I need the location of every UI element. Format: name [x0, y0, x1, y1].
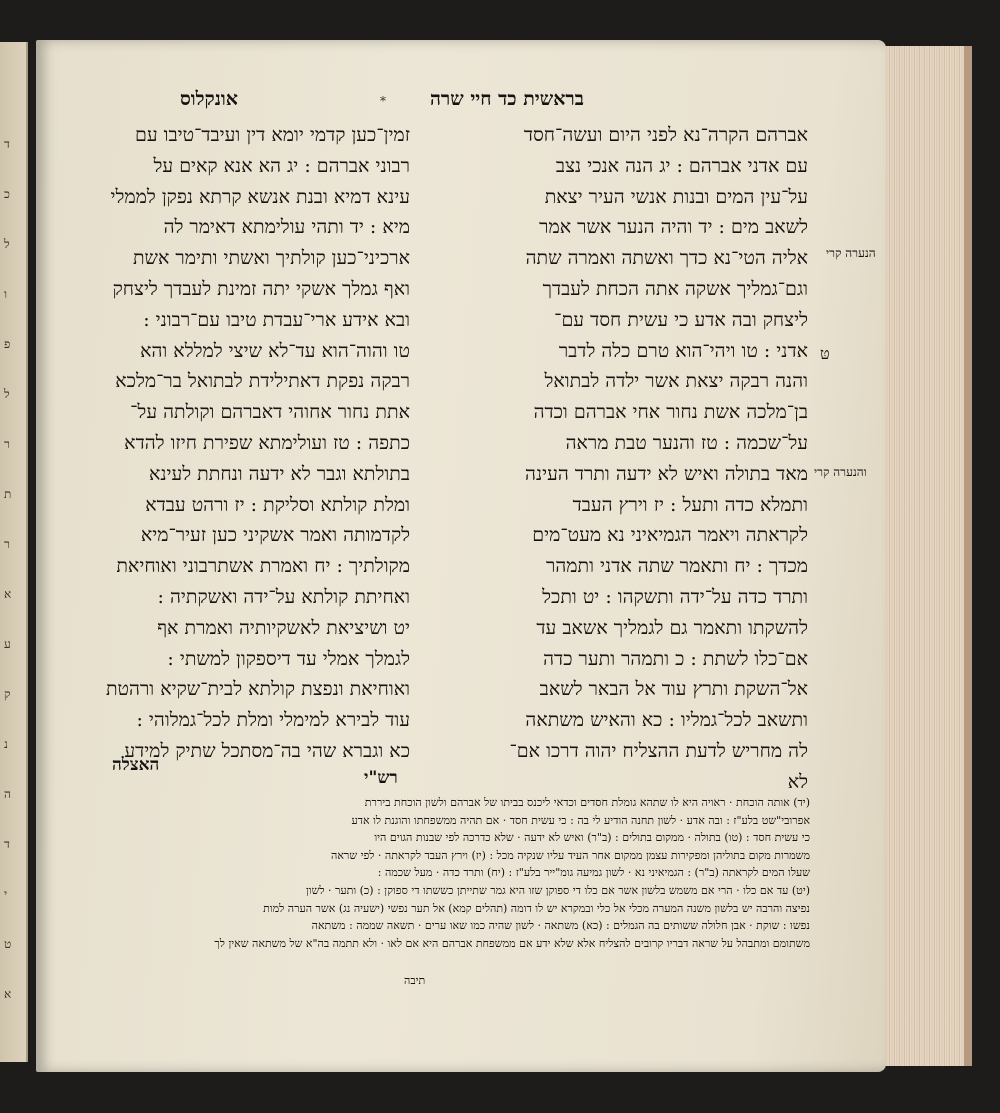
prev-page-letter: ל	[4, 237, 10, 251]
rashi-line: משתומם ומתבהל על שראה דבריו קרובים להצליח אלא שלא ידע אם ממשפחת אברהם היא אם לאו · ולא תתמה בה"א של משתאה שאין לך	[214, 936, 810, 950]
torah-line: ותשאב לכל־גמליו : כא והאיש משתאה	[525, 709, 808, 732]
torah-line: ליצחק ובה אדע כי עשית חסד עם־	[554, 308, 808, 331]
rashi-line: נפיצה והרבה יש בלשון משנה המערה מכלי אל כלי ובמקרא יש לו דומה (תהלים קמא) אל תער נפשי (ישעיה נג) אשר הערה למות	[263, 901, 810, 915]
prev-page-letter: ה	[4, 787, 11, 801]
prev-page-letter: י	[4, 887, 8, 901]
prev-page-letter: א	[4, 987, 12, 1001]
torah-line: עם אדני אברהם : יג הנה אנכי נצב	[555, 154, 808, 177]
onkelos-line: עוד לבירא למימלי ומלת לכל־גמלוהי :	[136, 709, 410, 732]
torah-line: אם־כלו לשתת : כ ותמהר ותער כדה	[543, 647, 808, 670]
torah-line: על־עין המים ובנות אנשי העיר יצאת	[544, 185, 808, 208]
onkelos-line: מקולתיך : יח ואמרת אשתרבוני ואוחיאת	[116, 555, 410, 578]
torah-line: לקראתה ויאמר הגמיאיני נא מעט־מים	[532, 524, 808, 547]
prev-page-letter: א	[4, 587, 12, 601]
prev-page-letter: כ	[4, 187, 10, 201]
rashi-line: (יט) עד אם כלו · הרי אם משמש בלשון אשר אם כלו די ספוקן שזו היא גמר שתייתן כששתו די ספוקן : (כ) ותער · לשון	[305, 883, 810, 897]
onkelos-line: רבוני אברהם : יג הא אנא קאים על	[153, 154, 410, 177]
rashi-line: כי עשית חסד : (טו) בתולה · ממקום בתולים : (ב"ר) ואיש לא ידעה · שלא כדרכה לפי שבנות הגוים היו	[374, 831, 810, 845]
onkelos-line: לגמלך אמלי עד דיספקון למשתי :	[167, 647, 410, 670]
rashi-line: משמרות מקום בתוליהן ומפקירות עצמן ממקום אחר העיד עליו שנקיה מכל : (יז) וירץ העבד לקראתה · לפי שראה	[331, 848, 810, 862]
torah-line: על־שכמה : טז והנער טבת מראה	[565, 431, 808, 454]
onkelos-line: בתולתא וגבר לא ידעה ונחתת לעינא	[148, 462, 410, 485]
onkelos-column	[72, 120, 410, 767]
onkelos-line: עינא דמיא ובנת אנשא קרתא נפקן לממלי	[110, 185, 410, 208]
book-page-edges	[880, 46, 972, 1066]
torah-line: וגם־גמליך אשקה אתה הכחת לעבדך	[542, 277, 808, 300]
rashi-line: אפרובי"שט בלע"ז : ובה אדע · לשון תחנה הודיע לי בה : כי עשית חסד · אם תהיה ממשפחתו והוגנת לו אדע	[351, 813, 810, 827]
onkelos-line: ואף גמלך אשקי יתה זמינת לעבדך ליצחק	[112, 277, 410, 300]
torah-line: אדני : טו ויהי־הוא טרם כלה לדבר	[558, 339, 808, 362]
torah-line: והנה רבקה יצאת אשר ילדה לבתואל	[544, 370, 808, 393]
onkelos-line: רבקה נפקת דאתילידת לבתואל בר־מלכא	[115, 370, 410, 393]
torah-line: ותרד כדה על־ידה ותשקהו : יט ותכל	[542, 585, 808, 608]
onkelos-line: ארכיני־כען קולתיך ואשתי ותימר אשת	[132, 247, 410, 270]
prev-page-letter: ר	[4, 437, 10, 451]
onkelos-line: אתת נחור אחוהי דאברהם וקולתה על־	[130, 401, 410, 424]
rashi-title: רש"י	[364, 768, 398, 788]
prev-page-letter: ל	[4, 387, 10, 401]
torah-header: בראשית כד חיי שרה	[430, 88, 584, 110]
prev-page-letter: ק	[4, 687, 11, 701]
prev-page-letter: נ	[4, 737, 8, 751]
torah-line: מכדך : יח ותאמר שתה אדני ותמהר	[546, 555, 808, 578]
torah-line: להשקתו ותאמר גם לגמליך אשאב עד	[536, 616, 808, 639]
torah-line: לה מחריש לדעת ההצליח יהוה דרכו אם־	[509, 739, 808, 762]
previous-page-edge	[0, 42, 28, 1062]
prev-page-letter: ט	[4, 937, 12, 951]
prev-page-letter: ר	[4, 537, 10, 551]
torah-line: בן־מלכה אשת נחור אחי אברהם וכדה	[533, 401, 808, 424]
torah-line: לשאב מים : יד והיה הנער אשר אמר	[539, 216, 808, 239]
header-asterisk: *	[380, 94, 386, 108]
torah-line: אברהם הקרה־נא לפני היום ועשה־חסד	[523, 124, 808, 146]
torah-line: אל־השקת ותרץ עוד אל הבאר לשאב	[539, 678, 808, 701]
qere-note-2: והנערה קרי	[814, 465, 867, 479]
onkelos-line: טו והוה־הוא עד־לא שיצי למללא והא	[140, 339, 410, 362]
onkelos-line: ומלת קולתא וסליקת : יז ורהט עבדא	[145, 493, 410, 516]
prev-page-letter: פ	[4, 337, 11, 351]
onkelos-line: מיא : יד ותהי עולימתא דאימר לה	[163, 216, 410, 239]
rashi-line: (יד) אותה הוכחת · ראויה היא לו שתהא גומלת חסדים וכדאי ליכנס בביתו של אברהם ולשון הוכחת ביררת	[364, 796, 810, 809]
torah-line: לא	[787, 770, 808, 793]
onkelos-line: זמין־כען קדמי יומא דין ועיבד־טיבו עם	[134, 124, 410, 146]
torah-line: מאד בתולה ואיש לא ידעה ותרד העינה	[525, 462, 808, 485]
onkelos-line: ואחיתת קולתא על־ידה ואשקתיה :	[157, 585, 410, 608]
prev-page-letter: ו	[4, 287, 8, 301]
onkelos-line: כא וגברא שהי בה־מסתכל שתיק למידע	[124, 739, 410, 762]
onkelos-line: ובא אידע ארי־עבדת טיבו עם־רבוני :	[143, 308, 410, 331]
prev-page-letter: ע	[4, 637, 11, 651]
prev-page-letter: ת	[4, 487, 12, 501]
torah-line: ותמלא כדה ותעל : יז וירץ העבד	[572, 493, 808, 516]
onkelos-line: יט ושיציאת לאשקיותיה ואמרת אף	[157, 616, 410, 639]
onkelos-line: כתפה : טז ועולימתא שפירת חיזו להדא	[124, 431, 410, 454]
torah-column	[420, 120, 808, 798]
tet-margin-mark: טּ	[820, 344, 830, 363]
onkelos-line: לקדמותה ואמר אשקיני כען זעיר־מיא	[140, 524, 410, 547]
onkelos-header: אונקלוס	[180, 88, 238, 110]
onkelos-line: ואוחיאת ונפצת קולתא לבית־שקיא ורהטת	[105, 678, 410, 701]
hatzalah-title: האצלה	[112, 755, 160, 775]
rashi-end-word: תיבה	[404, 974, 426, 987]
rashi-line: שעלו המים לקראתה (ב"ר) : הגמיאיני נא · לשון גמיעה גומ"ייר בלע"ז : (יח) ותרד כדה · מעל שכמה :	[377, 866, 810, 880]
rashi-line: נפשו : שוקת · אבן חלולה ששותים בה הגמלים : (כא) משתאה · לשון שהיה כמו שאו ערים · תשאה שממה : משתאה	[311, 919, 810, 933]
qere-note-1: הנערה קרי	[826, 246, 876, 260]
prev-page-letter: ד	[4, 837, 10, 851]
rashi-commentary	[100, 794, 810, 952]
torah-line: אליה הטי־נא כדך ואשתה ואמרה שתה	[525, 247, 808, 270]
prev-page-letter: ד	[4, 137, 10, 151]
